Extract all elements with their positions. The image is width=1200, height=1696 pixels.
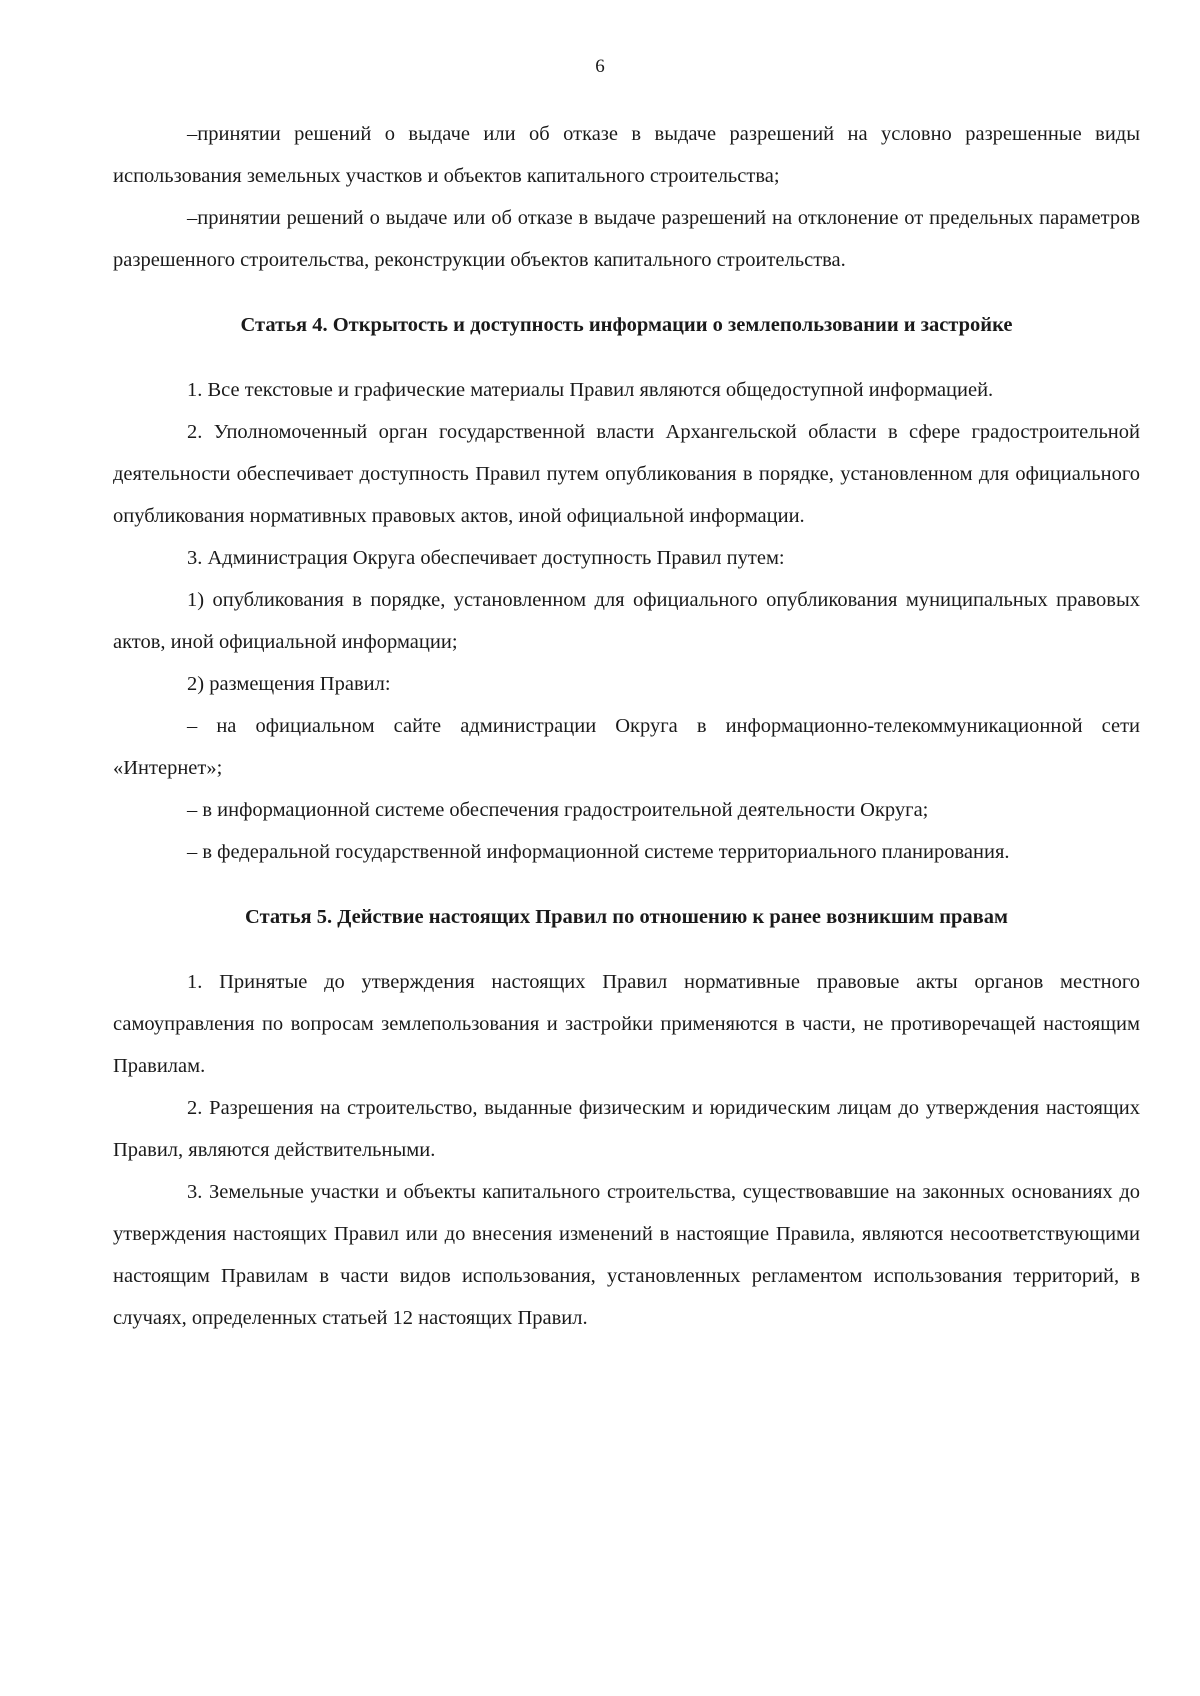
paragraph: 2. Уполномоченный орган государственной власти Архангельской области в сфере градостроительной деятельности обеспечивает доступность Правил путем опубликования в порядке, установленном для официального опубликования нормативных правовых актов, иной официальной информации.	[113, 421, 1140, 527]
article-4-heading: Статья 4. Открытость и доступность информации о землепользовании и застройке	[240, 314, 1013, 336]
paragraph: – в информационной системе обеспечения градостроительной деятельности Округа;	[187, 799, 929, 821]
page-number: 6	[595, 56, 605, 77]
paragraph: 1. Все текстовые и графические материалы Правил являются общедоступной информацией.	[187, 379, 994, 401]
paragraph: 1. Принятые до утверждения настоящих Правил нормативные правовые акты органов местного самоуправления по вопросам землепользования и застройки применяются в части, не противоречащей настоящим Правилам.	[113, 971, 1140, 1077]
article-5-heading: Статья 5. Действие настоящих Правил по отношению к ранее возникшим правам	[245, 906, 1008, 928]
paragraph: 3. Земельные участки и объекты капитального строительства, существовавшие на законных основаниях до утверждения настоящих Правил или до внесения изменений в настоящие Правила, являются несоответствующими настоящим Правилам в части видов использования, установленных регламентом использования территорий, в случаях, определенных статьей 12 настоящих Правил.	[113, 1181, 1140, 1329]
paragraph: – на официальном сайте администрации Округа в информационно-телекоммуникационной сети «Интернет»;	[113, 715, 1140, 779]
document-body	[113, 113, 1140, 1339]
paragraph: –принятии решений о выдаче или об отказе в выдаче разрешений на условно разрешенные виды использования земельных участков и объектов капитального строительства;	[113, 123, 1140, 187]
paragraph: 1) опубликования в порядке, установленном для официального опубликования муниципальных правовых актов, иной официальной информации;	[113, 589, 1140, 653]
paragraph: 3. Администрация Округа обеспечивает доступность Правил путем:	[187, 547, 785, 569]
paragraph: 2. Разрешения на строительство, выданные физическим и юридическим лицам до утверждения настоящих Правил, являются действительными.	[113, 1097, 1140, 1161]
paragraph: – в федеральной государственной информационной системе территориального планирования.	[187, 841, 1010, 863]
paragraph: –принятии решений о выдаче или об отказе в выдаче разрешений на отклонение от предельных параметров разрешенного строительства, реконструкции объектов капитального строительства.	[113, 207, 1140, 271]
paragraph: 2) размещения Правил:	[187, 673, 391, 695]
